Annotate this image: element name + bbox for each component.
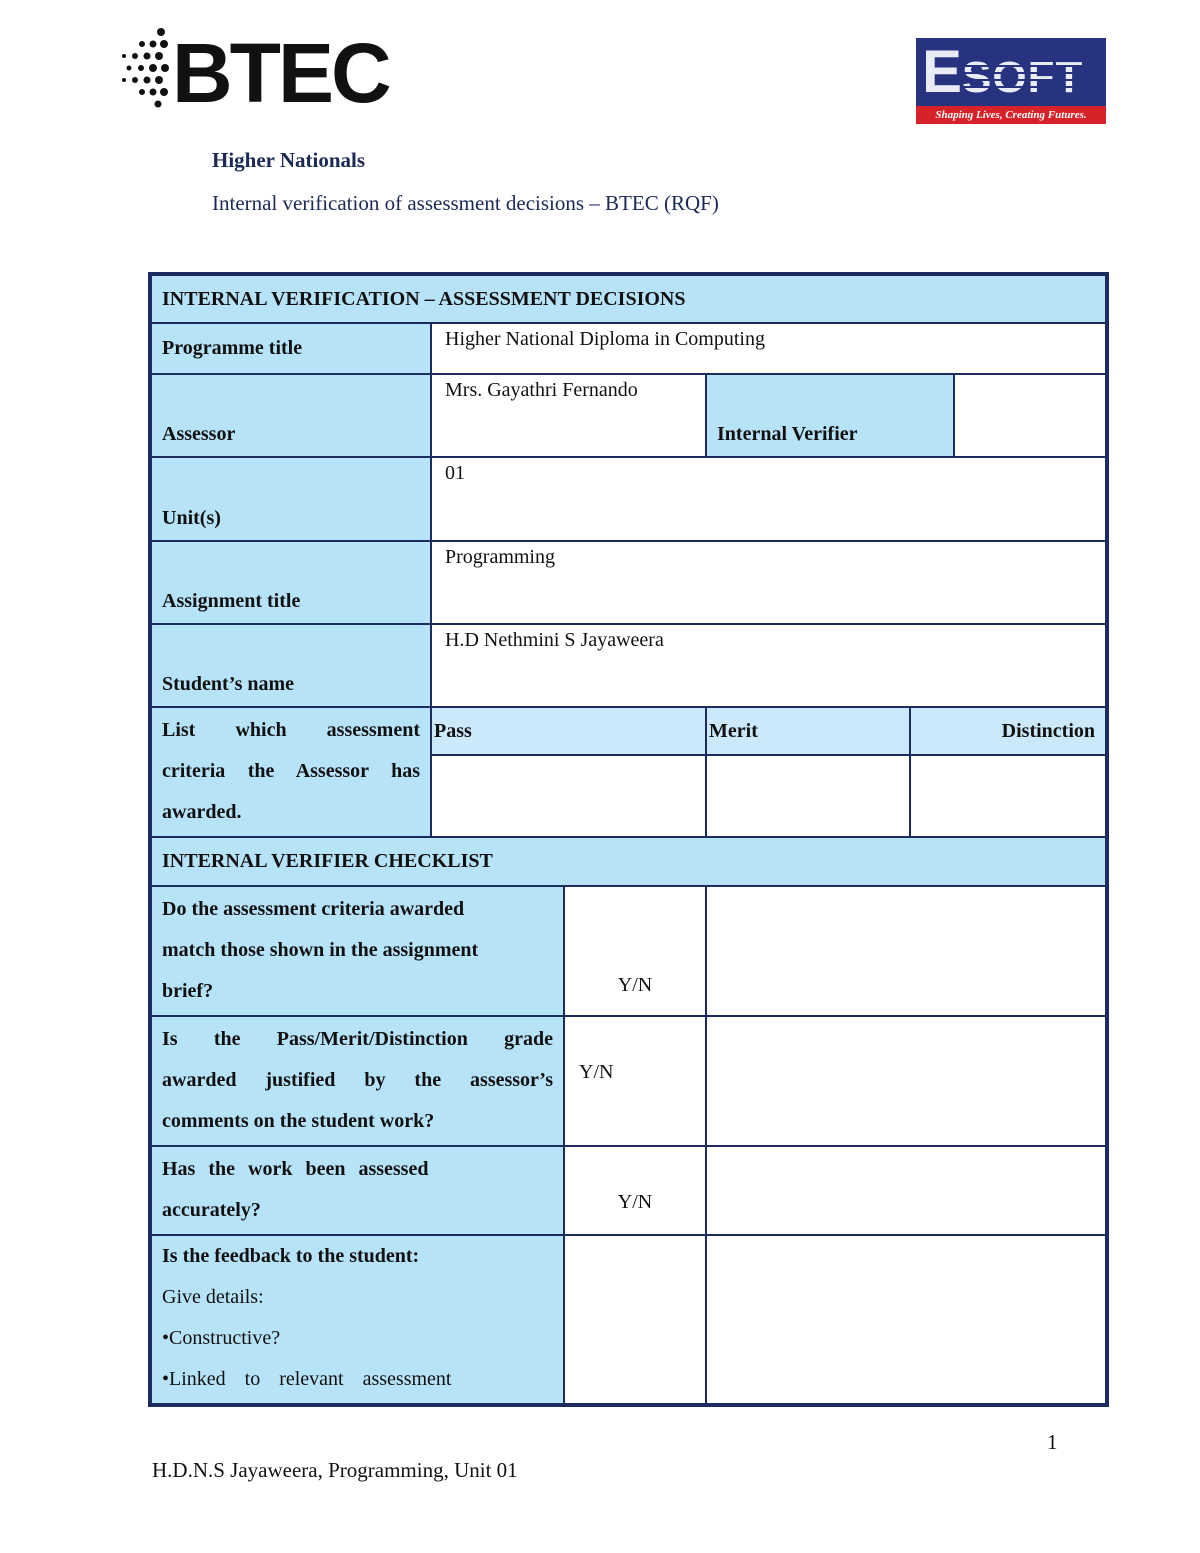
checklist-q4-line1: Is the feedback to the student:: [162, 1245, 420, 1267]
checklist-q1-label: [150, 886, 564, 1016]
esoft-logo-e: E: [922, 38, 963, 105]
page-title: Higher Nationals: [212, 148, 366, 172]
checklist-q2-yn[interactable]: Y/N: [564, 1016, 706, 1146]
section1-heading: INTERNAL VERIFICATION – ASSESSMENT DECISIONS: [150, 274, 1107, 323]
btec-dots-icon: [120, 26, 180, 116]
checklist-q2-label: [150, 1016, 564, 1146]
assessor-row: [150, 374, 1107, 457]
esoft-logo: [916, 38, 1106, 124]
checklist-q1-yn[interactable]: Y/N: [564, 886, 706, 1016]
units-row: [150, 457, 1107, 541]
esoft-logo-soft: SOFT: [962, 53, 1084, 102]
checklist-q4-label: [150, 1235, 564, 1405]
units-label: Unit(s): [150, 457, 431, 541]
checklist-q1-line2: match those shown in the assignment: [162, 939, 479, 961]
checklist-q4-yn[interactable]: [564, 1235, 706, 1405]
checklist-q4-comment[interactable]: [706, 1235, 1107, 1405]
checklist-q3-comment[interactable]: [706, 1146, 1107, 1235]
checklist-q4-row: [150, 1235, 1107, 1405]
assignment-title-value[interactable]: Programming: [431, 541, 1107, 624]
checklist-q1-line3: brief?: [162, 980, 214, 1002]
checklist-q3-label: [150, 1146, 564, 1235]
criteria-awarded-line1: List which assessment: [162, 719, 420, 741]
checklist-q2-row: [150, 1016, 1107, 1146]
checklist-q1-row: [150, 886, 1107, 1016]
criteria-awarded-label: [150, 707, 431, 837]
grade-pass-header: Pass: [431, 707, 706, 755]
assessor-value[interactable]: Mrs. Gayathri Fernando: [431, 374, 706, 457]
grade-merit-value[interactable]: [706, 755, 910, 837]
btec-logo-text: BTEC: [172, 26, 389, 120]
grades-header-row: [150, 707, 1107, 755]
internal-verifier-label: Internal Verifier: [706, 374, 954, 457]
section2-heading-row: [150, 837, 1107, 886]
student-name-value[interactable]: H.D Nethmini S Jayaweera: [431, 624, 1107, 707]
checklist-q2-line1: Is the Pass/Merit/Distinction grade: [162, 1028, 553, 1050]
grade-merit-header: Merit: [706, 707, 910, 755]
student-name-row: [150, 624, 1107, 707]
checklist-q3-line2: accurately?: [162, 1199, 261, 1221]
checklist-q3-row: [150, 1146, 1107, 1235]
checklist-q2-line3: comments on the student work?: [162, 1110, 435, 1132]
btec-logo: [120, 26, 389, 120]
student-name-label: Student’s name: [150, 624, 431, 707]
page-subtitle: Internal verification of assessment decisions – BTEC (RQF): [212, 191, 719, 215]
criteria-awarded-line3: awarded.: [162, 801, 242, 823]
checklist-q2-comment[interactable]: [706, 1016, 1107, 1146]
grade-distinction-header: Distinction: [910, 707, 1107, 755]
assignment-title-row: [150, 541, 1107, 624]
section2-heading: INTERNAL VERIFIER CHECKLIST: [150, 837, 1107, 886]
page-number: 1: [1047, 1430, 1058, 1454]
grade-distinction-value[interactable]: [910, 755, 1107, 837]
checklist-q3-line1: Has the work been assessed: [162, 1158, 429, 1180]
checklist-q4-line3: •Constructive?: [162, 1327, 281, 1349]
page-footer: H.D.N.S Jayaweera, Programming, Unit 01: [152, 1458, 518, 1482]
verification-form-table: [148, 272, 1109, 1407]
checklist-q4-line2: Give details:: [162, 1286, 264, 1308]
assessor-label: Assessor: [150, 374, 431, 457]
programme-title-label: Programme title: [150, 323, 431, 374]
programme-title-value[interactable]: Higher National Diploma in Computing: [431, 323, 1107, 374]
esoft-tagline: Shaping Lives, Creating Futures.: [916, 106, 1106, 124]
internal-verifier-value[interactable]: [954, 374, 1107, 457]
checklist-q4-line4: •Linked to relevant assessment: [162, 1368, 452, 1390]
units-value[interactable]: 01: [431, 457, 1107, 541]
assignment-title-label: Assignment title: [150, 541, 431, 624]
checklist-q1-line1: Do the assessment criteria awarded: [162, 898, 465, 920]
criteria-awarded-line2: criteria the Assessor has: [162, 760, 420, 782]
grade-pass-value[interactable]: [431, 755, 706, 837]
checklist-q1-comment[interactable]: [706, 886, 1107, 1016]
checklist-q2-line2: awarded justified by the assessor’s: [162, 1069, 553, 1091]
esoft-logo-letters: [922, 38, 1102, 105]
checklist-q3-yn[interactable]: Y/N: [564, 1146, 706, 1235]
section1-heading-row: [150, 274, 1107, 323]
programme-title-row: [150, 323, 1107, 374]
